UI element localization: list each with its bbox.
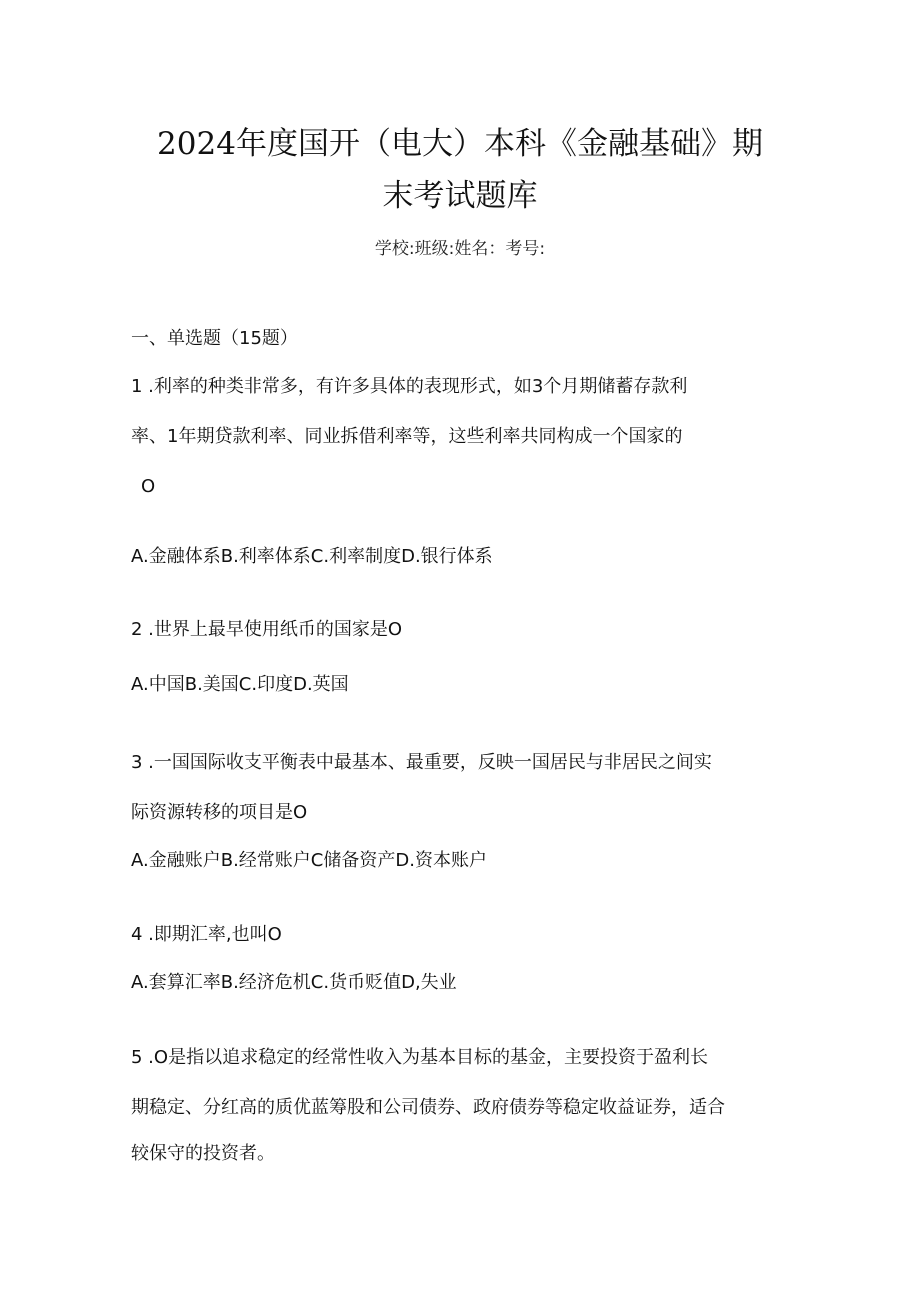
question-3-line-1: 3 .一国国际收支平衡表中最基本、最重要，反映一国居民与非居民之间实 <box>131 752 712 773</box>
document-title-line-1: 2024年度国开（电大）本科《金融基础》期 <box>157 126 763 162</box>
question-5-line-1: 5 .O是指以追求稳定的经常性收入为基本目标的基金，主要投资于盈利长 <box>131 1047 709 1068</box>
student-info-line: 学校:班级:姓名：考号: <box>374 239 546 259</box>
question-2-line-1: 2 .世界上最早使用纸币的国家是O <box>131 619 403 640</box>
question-4-options: A.套算汇率B.经济危机C.货币贬值D,失业 <box>131 972 457 993</box>
section-heading: 一、单选题（15题） <box>131 328 298 349</box>
question-3-line-2: 际资源转移的项目是O <box>131 802 308 823</box>
question-1-options: A.金融体系B.利率体系C.利率制度D.银行体系 <box>131 546 493 567</box>
question-3-options: A.金融账户B.经常账户C储备资产D.资本账户 <box>131 850 487 871</box>
question-1-line-2: 率、1年期贷款利率、同业拆借利率等，这些利率共同构成一个国家的 <box>131 426 683 447</box>
question-5-line-2: 期稳定、分红高的质优蓝筹股和公司债券、政府债券等稳定收益证券，适合 <box>131 1097 725 1118</box>
question-5-line-3: 较保守的投资者。 <box>131 1143 275 1164</box>
question-2-options: A.中国B.美国C.印度D.英国 <box>131 674 349 695</box>
question-4-line-1: 4 .即期汇率,也叫O <box>131 924 282 945</box>
document-title-line-2: 末考试题库 <box>382 178 538 214</box>
question-1-line-1: 1 .利率的种类非常多，有许多具体的表现形式，如3个月期储蓄存款利 <box>131 376 688 397</box>
question-1-line-3: O <box>141 476 156 497</box>
